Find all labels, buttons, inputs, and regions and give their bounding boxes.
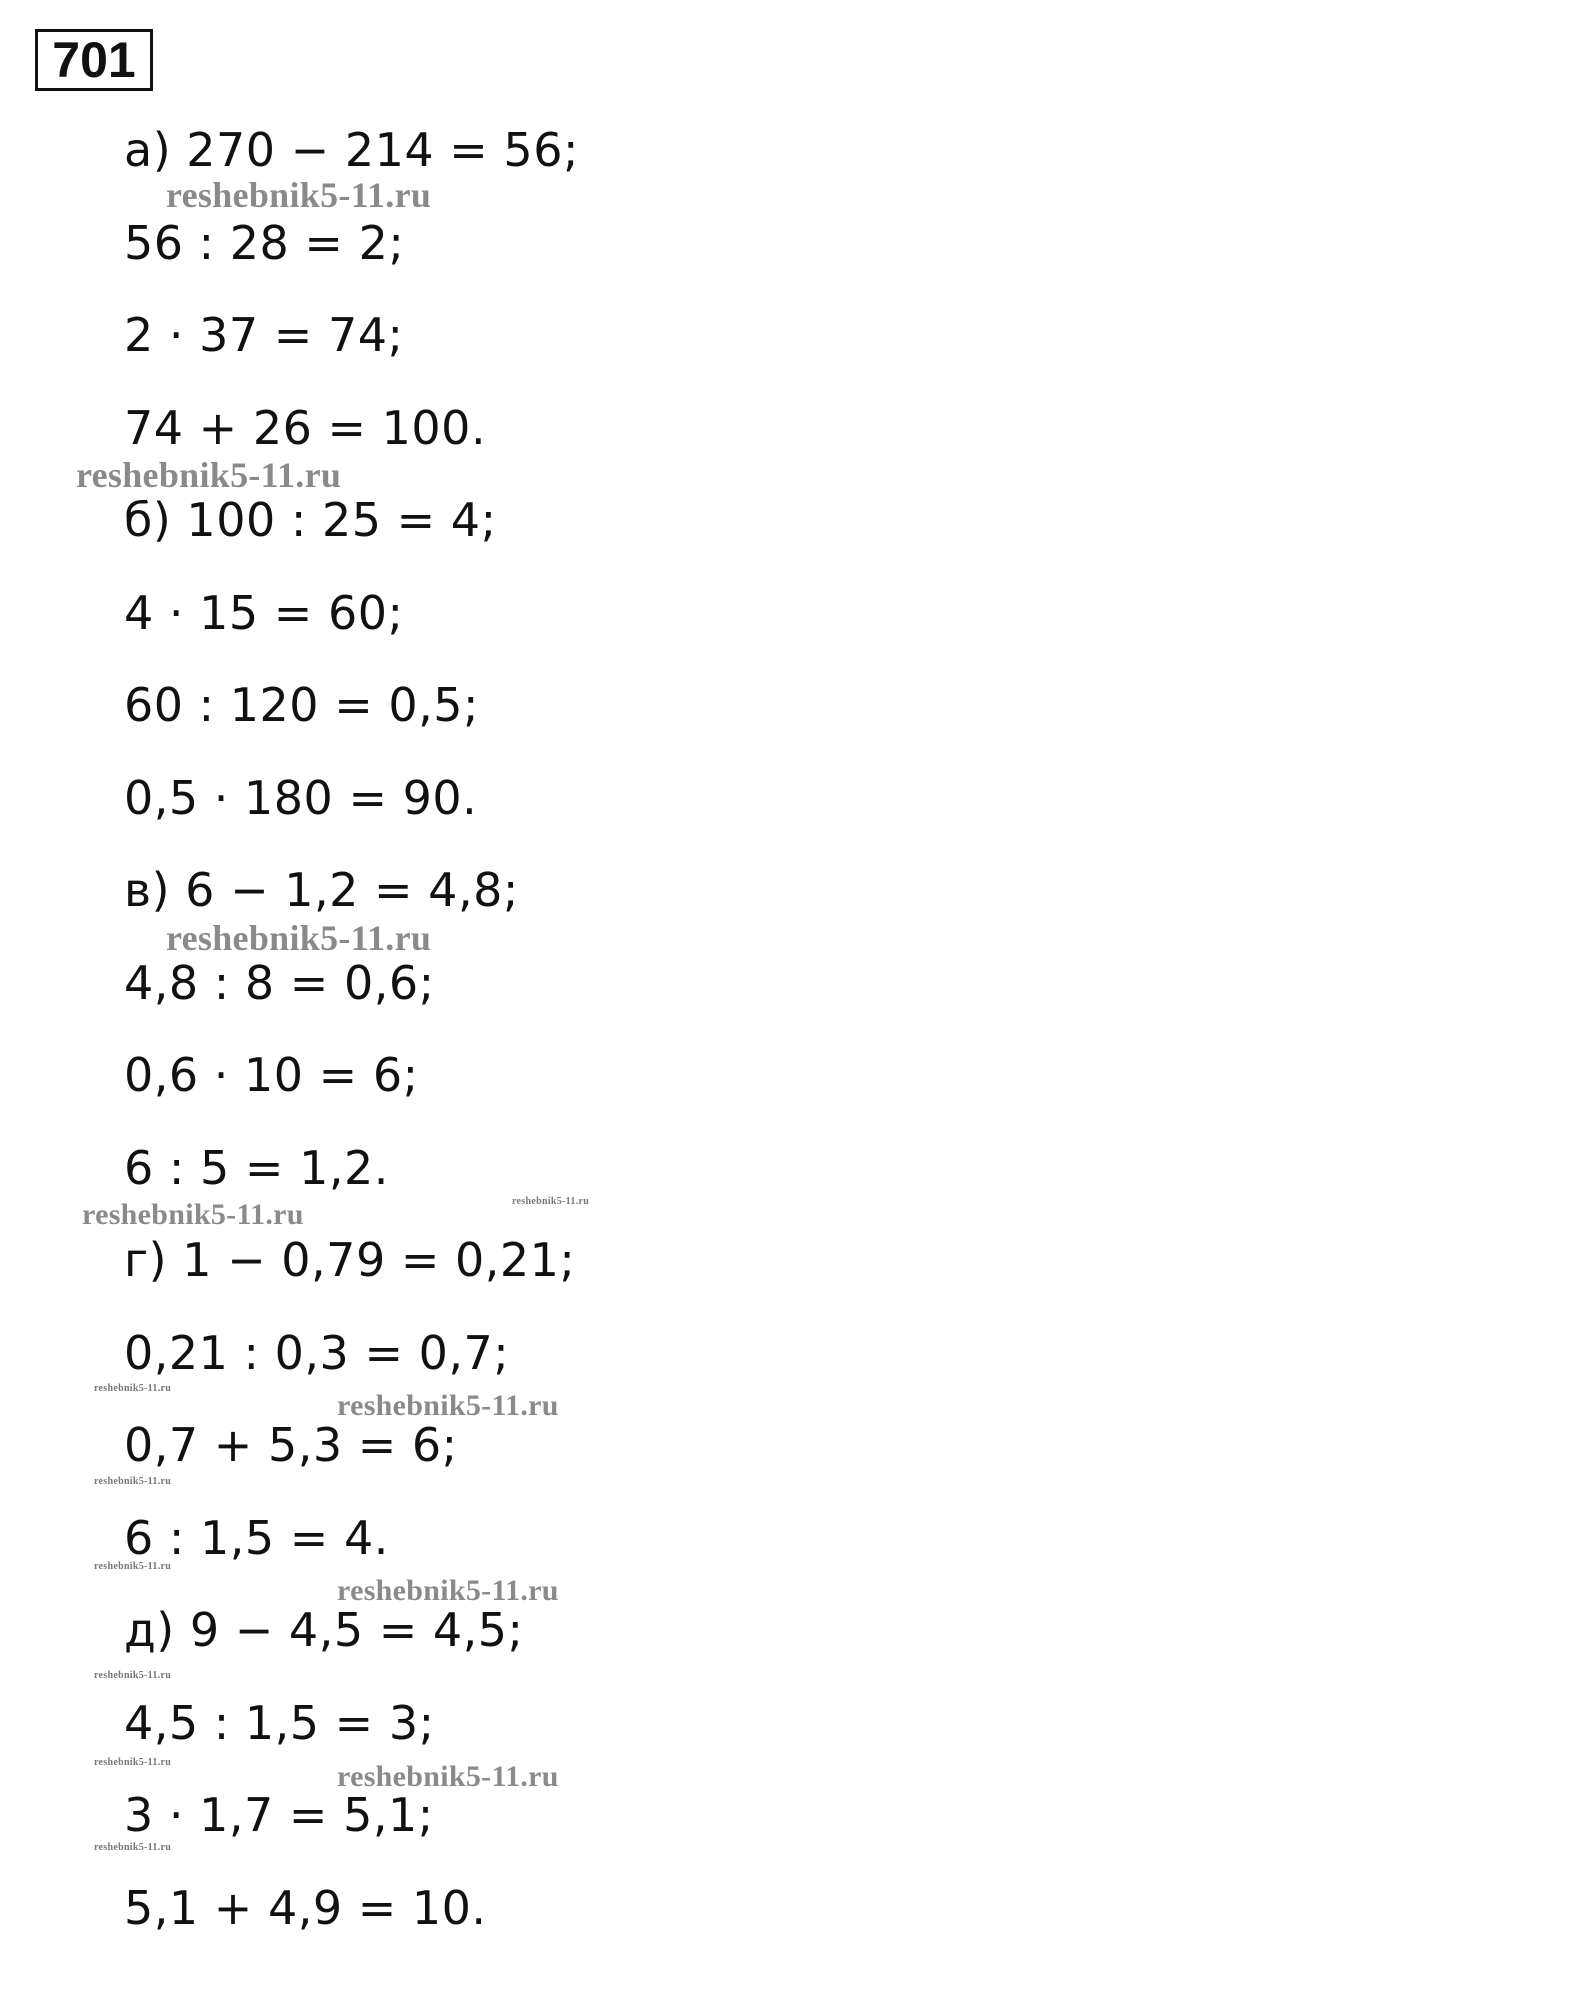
solution-line: 0,21 : 0,3 = 0,7; bbox=[124, 1326, 510, 1380]
problem-number-box bbox=[35, 29, 153, 91]
solution-line: 60 : 120 = 0,5; bbox=[124, 678, 480, 732]
problem-number: 701 bbox=[52, 32, 136, 88]
watermark: reshebnik5-11.ru bbox=[94, 1476, 172, 1487]
solution-line: 74 + 26 = 100. bbox=[124, 401, 487, 455]
solution-line: а) 270 − 214 = 56; bbox=[124, 123, 579, 177]
solution-line: г) 1 − 0,79 = 0,21; bbox=[124, 1233, 576, 1287]
solution-line: 0,6 · 10 = 6; bbox=[124, 1048, 419, 1102]
solution-line: 6 : 5 = 1,2. bbox=[124, 1141, 389, 1195]
watermark: reshebnik5-11.ru bbox=[94, 1842, 172, 1853]
watermark: reshebnik5-11.ru bbox=[337, 1760, 559, 1793]
watermark: reshebnik5-11.ru bbox=[94, 1670, 172, 1681]
solution-line: 4,8 : 8 = 0,6; bbox=[124, 956, 435, 1010]
watermark: reshebnik5-11.ru bbox=[512, 1196, 590, 1207]
solution-line: 4 · 15 = 60; bbox=[124, 586, 404, 640]
watermark: reshebnik5-11.ru bbox=[166, 918, 432, 958]
watermark: reshebnik5-11.ru bbox=[76, 455, 342, 495]
solution-line: 4,5 : 1,5 = 3; bbox=[124, 1696, 435, 1750]
watermark: reshebnik5-11.ru bbox=[337, 1574, 559, 1607]
watermark: reshebnik5-11.ru bbox=[166, 175, 432, 215]
solution-line: 0,5 · 180 = 90. bbox=[124, 771, 478, 825]
solution-line: в) 6 − 1,2 = 4,8; bbox=[124, 863, 519, 917]
solution-line: 5,1 + 4,9 = 10. bbox=[124, 1881, 487, 1935]
watermark: reshebnik5-11.ru bbox=[94, 1561, 172, 1572]
solution-line: б) 100 : 25 = 4; bbox=[124, 493, 497, 547]
solution-line: 6 : 1,5 = 4. bbox=[124, 1511, 389, 1565]
solution-line: д) 9 − 4,5 = 4,5; bbox=[124, 1603, 524, 1657]
watermark: reshebnik5-11.ru bbox=[94, 1383, 172, 1394]
solution-line: 0,7 + 5,3 = 6; bbox=[124, 1418, 458, 1472]
watermark: reshebnik5-11.ru bbox=[82, 1198, 304, 1231]
watermark: reshebnik5-11.ru bbox=[94, 1757, 172, 1768]
solution-line: 3 · 1,7 = 5,1; bbox=[124, 1788, 434, 1842]
solution-line: 2 · 37 = 74; bbox=[124, 308, 404, 362]
solution-line: 56 : 28 = 2; bbox=[124, 216, 405, 270]
watermark: reshebnik5-11.ru bbox=[337, 1389, 559, 1422]
